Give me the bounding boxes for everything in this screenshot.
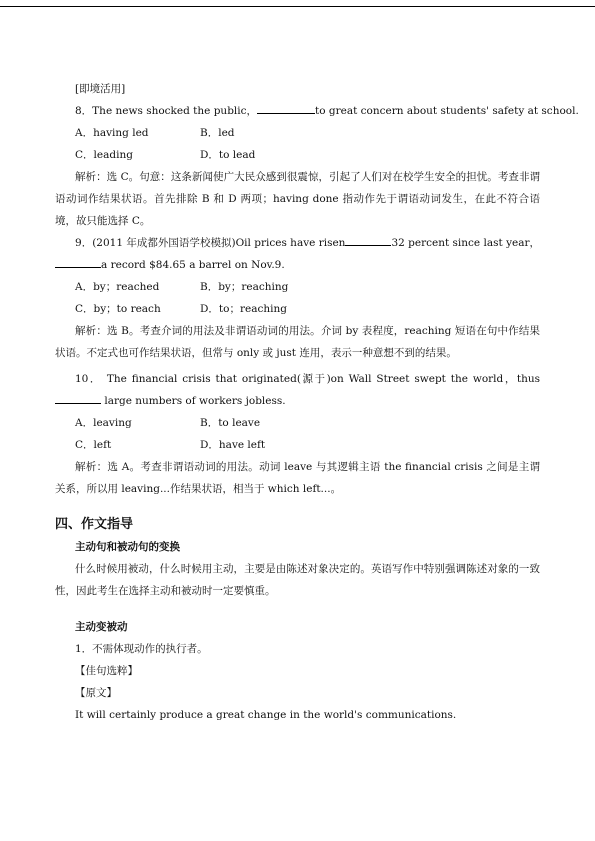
header-rule xyxy=(0,6,595,7)
tag-original: 【原文】 xyxy=(75,687,117,699)
answer-blank xyxy=(345,235,391,246)
answer-blank xyxy=(55,393,101,404)
question-8-options-cd: C．leading D．to lead xyxy=(75,149,256,161)
section-label: [即境活用] xyxy=(75,83,126,95)
subheading: 主动句和被动句的变换 xyxy=(75,541,180,553)
answer-blank xyxy=(55,257,101,268)
tag-selected-sentences: 【佳句选粹】 xyxy=(75,665,138,677)
question-10-stem: 10． The financial crisis that originated(源于)on Wall Street swept the world，thus large numbers of workers jobless. xyxy=(55,368,540,412)
question-9-analysis: 解析：选 B。考查介词的用法及非谓语动词的用法。介词 by 表程度，reaching 短语在句中作结果状语。不定式也可作结果状语，但常与 only 或 just 连用，表示一种意想不到的结果。 xyxy=(55,325,540,359)
intro-paragraph: 什么时候用被动，什么时候用主动，主要是由陈述对象决定的。英语写作中特别强调陈述对象的一致性，因此考生在选择主动和被动时一定要慎重。 xyxy=(55,563,540,597)
question-10-options-ab: A．leaving B．to leave xyxy=(75,417,261,429)
question-9-stem: 9．(2011 年成都外国语学校模拟)Oil prices have risen 32 percent since last year，a record $84.65 a barrel on Nov.9. xyxy=(55,232,540,276)
question-10-analysis: 解析：选 A。考查非谓语动词的用法。动词 leave 与其逻辑主语 the financial crisis 之间是主谓关系，所以用 leaving...作结果状语，相当于 which left...。 xyxy=(55,461,540,495)
question-8-analysis: 解析：选 C。句意：这条新闻使广大民众感到很震惊，引起了人们对在校学生安全的担忧。考查非谓语动词作结果状语。首先排除 B 和 D 两项；having done 指动作先于谓语动词发生，在此不符合语境，故只能选择 C。 xyxy=(55,171,540,227)
question-10-options-cd: C．left D．have left xyxy=(75,439,266,451)
question-9-options-ab: A．by；reached B．by；reaching xyxy=(75,281,289,293)
question-8-options-ab: A．having led B．led xyxy=(75,127,235,139)
question-9-options-cd: C．by；to reach D．to；reaching xyxy=(75,303,287,315)
point-1: 1．不需体现动作的执行者。 xyxy=(75,643,208,655)
document-page xyxy=(55,78,579,726)
example-sentence: It will certainly produce a great change in the world's communications. xyxy=(75,709,457,721)
answer-blank xyxy=(257,103,315,114)
subheading-active-to-passive: 主动变被动 xyxy=(75,621,128,633)
question-8-stem: 8．The news shocked the public， to great concern about students' safety at school. xyxy=(75,105,579,117)
section-heading: 四、作文指导 xyxy=(55,517,134,532)
